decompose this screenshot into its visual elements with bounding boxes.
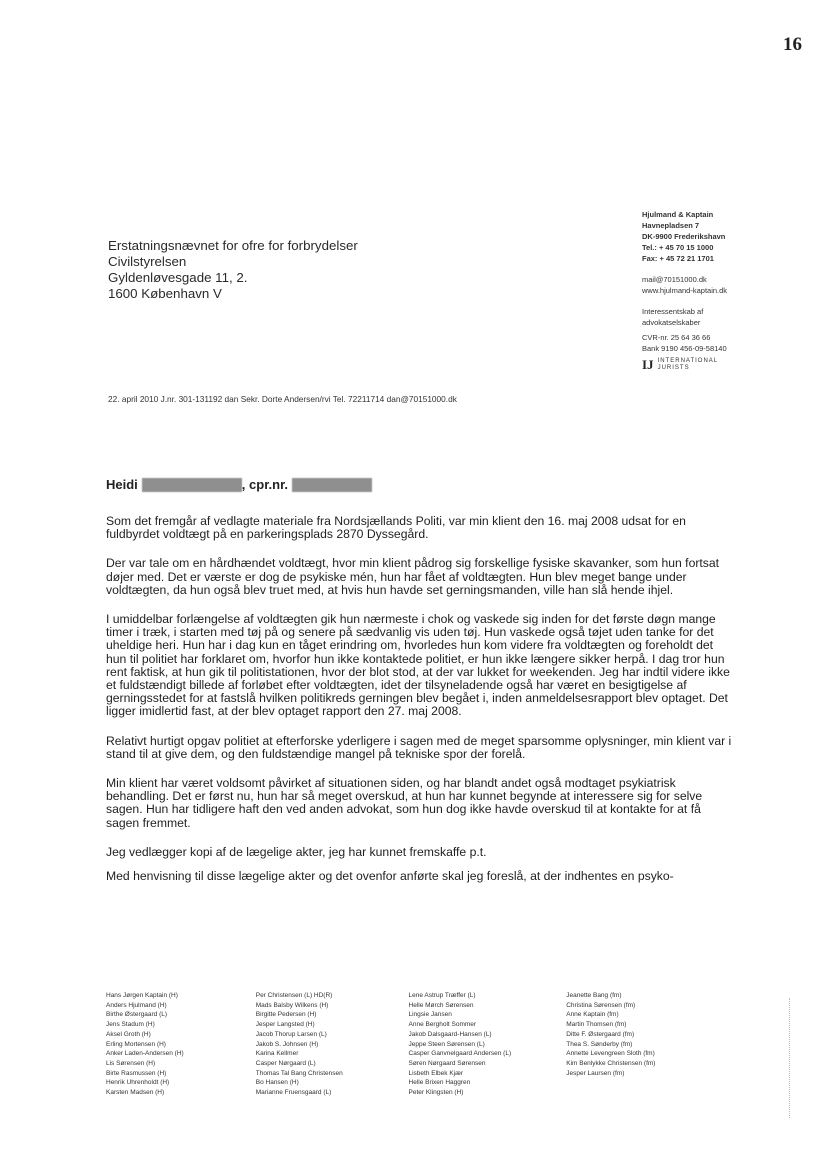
firm-tel: Tel.: + 45 70 15 1000	[642, 243, 714, 252]
partner-name: Aksel Groth (H)	[106, 1030, 151, 1038]
paragraph-2: Der var tale om en hårdhændet voldtægt, hvor min klient pådrog sig forskellige fysiske skavanker, som hun fortsat døjer med. Det er værste er dog de psykiske mén, hun har fået af voldtægten. Hun blev meget bange under voldtægten, da hun også blev truet med, at hvis hun havde set gerningsmanden, ville han slå hende ihjel.	[106, 556, 720, 597]
page-number: 16	[783, 34, 802, 55]
partner-name: Jacob Thorup Larsen (L)	[255, 1030, 327, 1038]
partner-name: Jesper Langsted (H)	[255, 1021, 315, 1029]
partner-name: Kim Benlykke Christensen (fm)	[566, 1059, 656, 1067]
partner-column-3	[409, 991, 567, 1098]
firm-fax: Fax: + 45 72 21 1701	[642, 254, 714, 263]
partner-name: Bo Hansen (H)	[255, 1079, 299, 1087]
paragraph-3: I umiddelbar forlængelse af voldtægten gik hun nærmeste i chok og vaskede sig inden for det første døgn mange timer i træk, i starten med tøj på og senere på sædvanlig vis uden tøj. Hun vaskede også tøjet uden tanke for det uheldige heri. Hun har i dag kun en tåget erindring om, hvorledes hun kom videre fra voldtægten og foreholdt det hun til politiet har forklaret om, hvorfor hun ikke kontaktede politiet, er hun ikke længere sikker herpå. I dag tror hun rent faktisk, at hun gik til politistationen, hvor der blot stod, at der var lukket for weekenden. Jeg har indtil videre ikke et fuldstændigt billede af forløbet efter voldtægten, idet der tilsyneladende også har været en besigtigelse af gerningsstedet for at fastslå hvilken politikreds gerningen blev begået i, inden anmeldelsesrapport blev optaget. Det ligger imidlertid fast, at der blev optaget rapport den 27. maj 2008.	[106, 612, 730, 719]
partner-name: Thea S. Sønderby (fm)	[566, 1040, 633, 1048]
partner-name: Christina Sørensen (fm)	[566, 1001, 636, 1009]
partner-name: Annette Levengreen Sloth (fm)	[566, 1050, 655, 1058]
partner-name: Anne Kaptain (fm)	[566, 1011, 619, 1019]
redaction-block	[142, 478, 242, 492]
partner-name: Lene Astrup Træffer (L)	[408, 992, 476, 999]
firm-letterhead	[642, 209, 812, 372]
subject-line	[106, 477, 372, 492]
recipient-line-3: Gyldenløvesgade 11, 2.	[108, 270, 248, 285]
partner-name: Martin Thomsen (fm)	[566, 1021, 627, 1029]
partner-name: Lingsie Jansen	[408, 1011, 452, 1019]
partner-name: Anker Laden-Andersen (H)	[106, 1050, 184, 1058]
partner-name: Jeppe Steen Sørensen (L)	[408, 1040, 485, 1048]
paragraph-6: Jeg vedlægger kopi af de lægelige akter, jeg har kunnet fremskaffe p.t.	[106, 844, 487, 859]
firm-cvr: CVR-nr. 25 64 36 66	[642, 333, 711, 342]
subject-cpr-label: , cpr.nr.	[241, 477, 289, 492]
margin-divider	[789, 998, 790, 1118]
partner-name: Thomas Tal Bang Christensen	[255, 1069, 343, 1077]
partner-column-1	[106, 991, 256, 1098]
partner-name: Anne Bergholt Sommer	[408, 1021, 477, 1029]
partner-column-2	[256, 991, 409, 1098]
firm-street: Havnepladsen 7	[642, 221, 700, 230]
partner-name: Hans Jørgen Kaptain (H)	[106, 992, 178, 999]
international-jurists-logo	[642, 358, 812, 372]
partner-list-footer	[106, 991, 706, 1098]
partner-name: Birgitte Pedersen (H)	[255, 1011, 317, 1019]
paragraph-1: Som det fremgår af vedlagte materiale fra Nordsjællands Politi, var min klient den 16. maj 2008 udsat for en fuldbyrdet voldtægt på en parkeringsplads 2870 Dyssegård.	[106, 514, 686, 542]
recipient-line-1: Erstatningsnævnet for ofre for forbrydelser	[108, 238, 358, 253]
partner-name: Erling Mortensen (H)	[106, 1040, 166, 1048]
partner-name: Jesper Laursen (fm)	[566, 1069, 625, 1077]
recipient-address	[108, 238, 358, 302]
partner-name: Peter Klingsten (H)	[408, 1089, 464, 1097]
partner-name: Jens Stadum (H)	[106, 1021, 155, 1029]
partner-name: Ditte F. Østergaard (fm)	[566, 1030, 635, 1038]
logo-line-2: JURISTS	[657, 365, 690, 371]
partner-name: Jeanette Bang (fm)	[566, 992, 622, 999]
redaction-block	[292, 478, 372, 492]
partner-name: Jakob Dalsgaard-Hansen (L)	[408, 1030, 492, 1038]
partner-name: Karina Kellmer	[255, 1050, 299, 1058]
subject-name: Heidi	[106, 477, 138, 492]
recipient-line-4: 1600 København V	[108, 286, 222, 301]
partner-name: Henrik Uhrenholdt (H)	[106, 1079, 170, 1087]
partner-name: Lisbeth Elbek Kjær	[408, 1069, 464, 1077]
paragraph-4: Relativt hurtigt opgav politiet at efterforske yderligere i sagen med de meget sparsomme oplysninger, min klient var i stand til at give dem, og den fuldstændige mangel på tekniske spor der forelå.	[106, 733, 732, 761]
partner-column-4	[566, 991, 706, 1098]
partner-name: Casper Nørgaard (L)	[255, 1059, 316, 1067]
partner-name: Helle Mørch Sørensen	[408, 1001, 474, 1009]
firm-company-type-1: Interessentskab af	[642, 307, 704, 316]
partner-name: Birte Rasmussen (H)	[106, 1069, 167, 1077]
partner-name: Mads Balsby Wilkens (H)	[255, 1001, 329, 1009]
partner-name: Per Christensen (L) HD(R)	[255, 992, 333, 999]
firm-email: mail@70151000.dk	[642, 275, 707, 284]
letter-body	[106, 515, 734, 899]
partner-name: Birthe Østergaard (L)	[106, 1011, 168, 1019]
firm-web: www.hjulmand-kaptain.dk	[642, 286, 728, 295]
paragraph-5: Min klient har været voldsomt påvirket af situationen siden, og har blandt andet også modtaget psykiatrisk behandling. Det er først nu, hun har så meget overskud, at hun har kunnet begynde at interessere sig for selve sagen. Hun har tidligere haft den ved anden advokat, som hun dog ikke havde overskud til at kontakte for at få sagen fremmet.	[106, 776, 703, 830]
partner-name: Karsten Madsen (H)	[106, 1089, 165, 1097]
reference-line: 22. april 2010 J.nr. 301-131192 dan Sekr. Dorte Andersen/rvi Tel. 72211714 dan@70151000.dk	[108, 394, 457, 404]
firm-name: Hjulmand & Kaptain	[642, 210, 714, 219]
paragraph-7: Med henvisning til disse lægelige akter og det ovenfor anførte skal jeg foreslå, at der indhentes en psyko-	[106, 869, 674, 884]
ij-logo-icon: IJ	[642, 357, 654, 372]
partner-name: Søren Nørgaard Sørensen	[408, 1059, 486, 1067]
firm-city: DK-9900 Frederikshavn	[642, 232, 726, 241]
partner-name: Anders Hjulmand (H)	[106, 1001, 167, 1009]
partner-name: Helle Brixen Haggren	[408, 1079, 471, 1087]
partner-name: Jakob S. Johnsen (H)	[255, 1040, 319, 1048]
firm-company-type-2: advokatselskaber	[642, 318, 701, 327]
partner-name: Casper Ganvnelgaard Andersen (L)	[408, 1050, 512, 1058]
partner-name: Marianne Fruensgaard (L)	[255, 1089, 332, 1097]
firm-bank: Bank 9190 456-09-58140	[642, 344, 727, 353]
recipient-line-2: Civilstyrelsen	[108, 254, 187, 269]
logo-line-1: INTERNATIONAL	[657, 358, 719, 364]
partner-name: Lis Sørensen (H)	[106, 1059, 156, 1067]
